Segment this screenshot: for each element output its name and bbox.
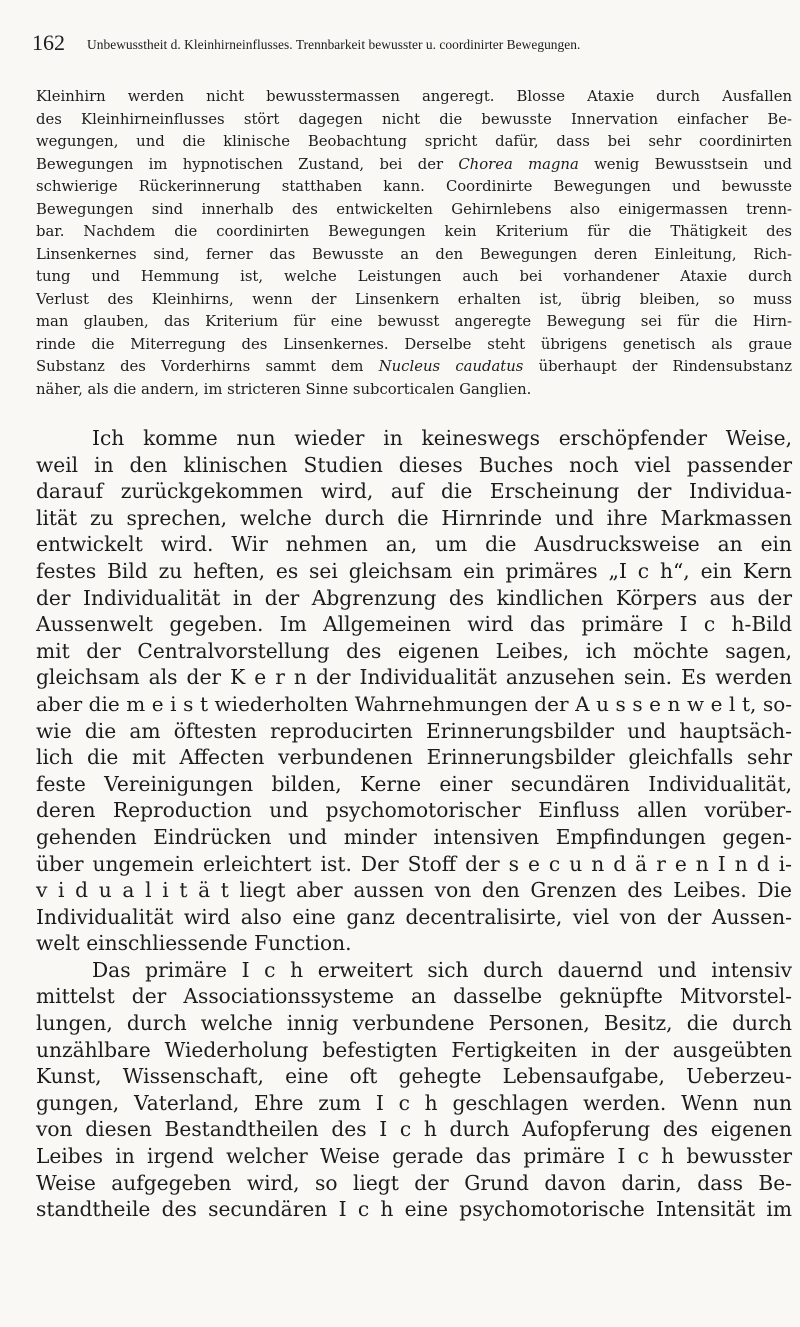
latin-term: Nucleus caudatus xyxy=(378,358,524,375)
paragraph-primary-ego xyxy=(36,957,792,1223)
text-line: schwierige Rückerinnerung statthaben kann. Coordinirte Bewegungen und bewusste xyxy=(36,178,792,195)
text-line: über ungemein erleichtert ist. Der Stoff der s e c u n d ä r e n I n d i- xyxy=(36,851,792,876)
text-line: mittelst der Associationssysteme an dasselbe geknüpfte Mitvorstel- xyxy=(36,984,792,1009)
text-line: weil in den klinischen Studien dieses Buches noch viel passender xyxy=(36,452,792,477)
text-line: standtheile des secundären I c h eine psychomotorische Intensität im xyxy=(36,1197,792,1222)
text-line: deren Reproduction und psychomotorischer Einfluss allen vorüber- xyxy=(36,798,792,823)
text-line: näher, als die andern, im stricteren Sinne subcorticalen Ganglien. xyxy=(36,380,532,398)
text-line: Weise aufgegeben wird, so liegt der Grund davon darin, dass Be- xyxy=(36,1170,792,1195)
text-line: Verlust des Kleinhirns, wenn der Linsenkern erhalten ist, übrig bleiben, so muss xyxy=(36,290,792,308)
text-line: Substanz des Vorderhirns sammt dem Nucleus caudatus überhaupt der Rindensubstanz xyxy=(36,358,792,375)
text-line: darauf zurückgekommen wird, auf die Erscheinung der Individua- xyxy=(36,479,792,504)
text-line: Individualität wird also eine ganz decentralisirte, viel von der Aussen- xyxy=(36,904,792,929)
text-line: gungen, Vaterland, Ehre zum I c h geschlagen werden. Wenn nun xyxy=(36,1090,792,1115)
text-line: tung und Hemmung ist, welche Leistungen auch bei vorhandener Ataxie durch xyxy=(36,268,792,285)
text-line: von diesen Bestandtheilen des I c h durch Aufopferung des eigenen xyxy=(36,1117,792,1142)
text-line: Aussenwelt gegeben. Im Allgemeinen wird das primäre I c h-Bild xyxy=(36,612,792,637)
text-line: man glauben, das Kriterium für eine bewusst angeregte Bewegung sei für die Hirn- xyxy=(36,313,792,330)
running-title: Unbewusstheit d. Kleinhirneinflusses. Trennbarkeit bewusster u. coordinirter Bewegungen. xyxy=(87,37,581,52)
text-line: Leibes in irgend welcher Weise gerade das primäre I c h bewusster xyxy=(36,1144,792,1169)
text-line: wie die am öftesten reproducirten Erinnerungsbilder und hauptsäch- xyxy=(36,718,792,743)
page-number: 162 xyxy=(32,30,65,55)
text-line: der Individualität in der Abgrenzung des kindlichen Körpers aus der xyxy=(36,585,792,610)
text-line: welt einschliessende Function. xyxy=(36,931,352,956)
text-line: unzählbare Wiederholung befestigten Fertigkeiten in der ausgeübten xyxy=(36,1037,792,1062)
latin-term: Chorea magna xyxy=(458,155,579,173)
text-line: lungen, durch welche innig verbundene Personen, Besitz, die durch xyxy=(36,1011,792,1036)
text-line: gleichsam als der K e r n der Individualität anzusehen sein. Es werden xyxy=(36,665,792,690)
text-line: gehenden Eindrücken und minder intensiven Empfindungen gegen- xyxy=(36,824,792,849)
text-line: bar. Nachdem die coordinirten Bewegungen kein Kriterium für die Thätigkeit des xyxy=(36,223,792,240)
text-line: festes Bild zu heften, es sei gleichsam ein primäres „I c h“, ein Kern xyxy=(36,558,792,583)
text-line: Bewegungen im hypnotischen Zustand, bei der Chorea magna wenig Bewusstsein und xyxy=(36,155,793,173)
small-print-paragraph xyxy=(36,86,792,401)
text-line: des Kleinhirneinflusses stört dagegen nicht die bewusste Innervation einfacher Be- xyxy=(36,110,792,128)
text-line: wegungen, und die klinische Beobachtung spricht dafür, dass bei sehr coordinirten xyxy=(36,133,792,150)
text-line: mit der Centralvorstellung des eigenen Leibes, ich möchte sagen, xyxy=(36,638,792,663)
text-line: Das primäre I c h erweitert sich durch dauernd und intensiv xyxy=(92,957,792,982)
text-line: Linsenkernes sind, ferner das Bewusste an den Bewegungen deren Einleitung, Rich- xyxy=(36,245,792,263)
text-line: lität zu sprechen, welche durch die Hirnrinde und ihre Markmassen xyxy=(36,505,792,530)
text-line: lich die mit Affecten verbundenen Erinnerungsbilder gleichfalls sehr xyxy=(36,745,792,770)
text-line: rinde die Miterregung des Linsenkernes. Derselbe steht übrigens genetisch als graue xyxy=(36,335,792,353)
text-line: v i d u a l i t ä t liegt aber aussen von den Grenzen des Leibes. Die xyxy=(36,878,792,903)
text-line: Kunst, Wissenschaft, eine oft gehegte Lebensaufgabe, Ueberzeu- xyxy=(36,1064,792,1089)
text-line: aber die m e i s t wiederholten Wahrnehmungen der A u s s e n w e l t, so- xyxy=(36,691,792,716)
text-line: Kleinhirn werden nicht bewusstermassen angeregt. Blosse Ataxie durch Ausfallen xyxy=(36,88,792,105)
running-header xyxy=(30,30,790,60)
text-line: Ich komme nun wieder in keineswegs erschöpfender Weise, xyxy=(92,426,792,450)
text-line: feste Vereinigungen bilden, Kerne einer secundären Individualität, xyxy=(36,771,792,796)
paragraph-individuality xyxy=(36,425,792,957)
main-text xyxy=(36,425,792,1223)
text-line: entwickelt wird. Wir nehmen an, um die Ausdrucksweise an ein xyxy=(36,532,792,557)
text-line: Bewegungen sind innerhalb des entwickelten Gehirnlebens also einigermassen trenn- xyxy=(36,200,792,218)
